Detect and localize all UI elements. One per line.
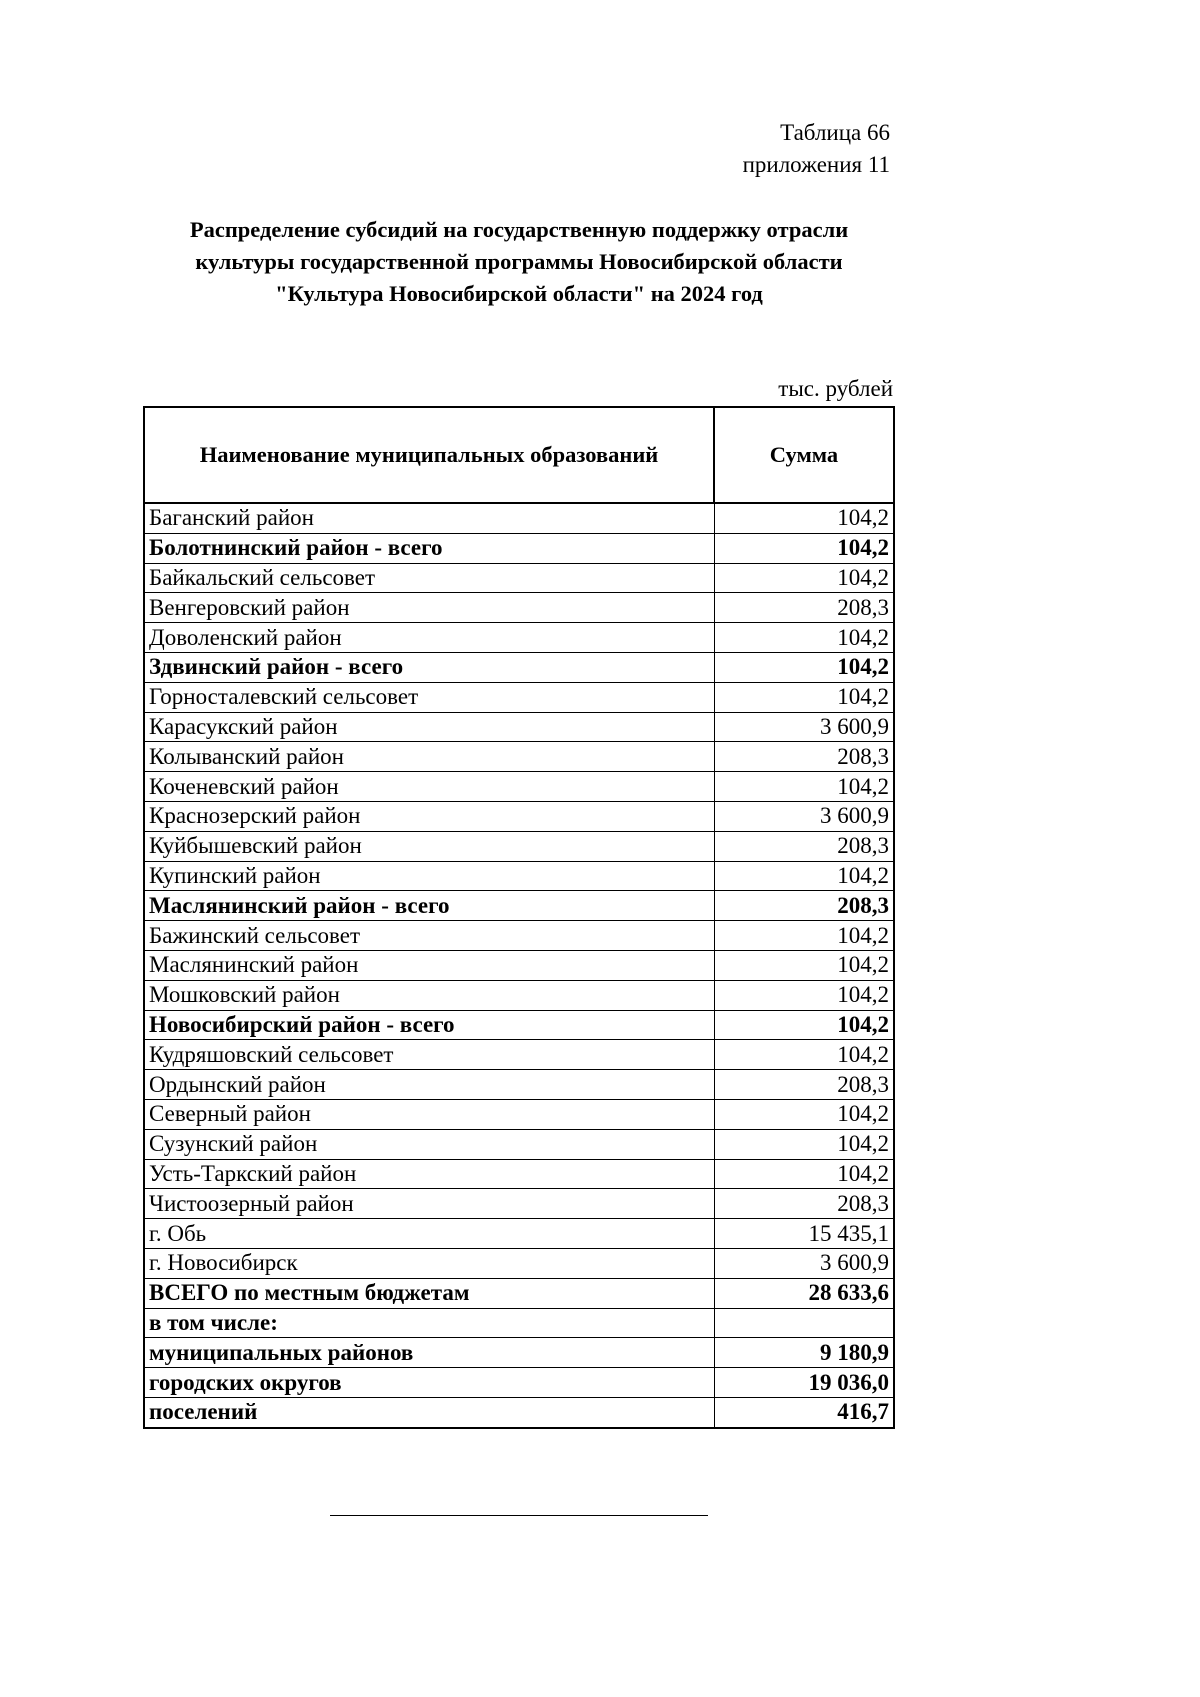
subsidy-amount: 208,3: [714, 891, 894, 921]
municipality-name: городских округов: [144, 1368, 714, 1398]
table-row: [144, 980, 894, 1010]
subsidy-amount: 104,2: [714, 1010, 894, 1040]
table-row: [144, 1278, 894, 1308]
subsidy-amount: 19 036,0: [714, 1368, 894, 1398]
appendix-number: приложения 11: [742, 152, 890, 177]
subsidy-amount: 3 600,9: [714, 712, 894, 742]
table-row: [144, 1219, 894, 1249]
municipality-name: Болотнинский район - всего: [144, 533, 714, 563]
municipality-name: Кудряшовский сельсовет: [144, 1040, 714, 1070]
subsidy-amount: 3 600,9: [714, 801, 894, 831]
table-row: [144, 652, 894, 682]
table-row: [144, 921, 894, 951]
subsidy-amount: 3 600,9: [714, 1248, 894, 1278]
municipality-name: г. Новосибирск: [144, 1248, 714, 1278]
table-row: [144, 1040, 894, 1070]
table-row: [144, 1099, 894, 1129]
municipality-name: Сузунский район: [144, 1129, 714, 1159]
municipality-name: поселений: [144, 1397, 714, 1427]
table-row: [144, 712, 894, 742]
subsidy-amount: 208,3: [714, 831, 894, 861]
subsidy-amount: 104,2: [714, 533, 894, 563]
municipality-name: Коченевский район: [144, 772, 714, 802]
subsidy-amount: 104,2: [714, 1040, 894, 1070]
subsidy-amount: 104,2: [714, 563, 894, 593]
title-line-3: "Культура Новосибирской области" на 2024 год: [275, 281, 763, 306]
municipality-name: Усть-Таркский район: [144, 1159, 714, 1189]
table-row: [144, 742, 894, 772]
municipality-name: Ордынский район: [144, 1070, 714, 1100]
footer-divider: [330, 1515, 708, 1516]
table-row: [144, 563, 894, 593]
table-row: [144, 1308, 894, 1338]
municipality-name: Купинский район: [144, 861, 714, 891]
title-line-2: культуры государственной программы Новосибирской области: [195, 249, 843, 274]
subsidy-amount: 104,2: [714, 1099, 894, 1129]
table-row: [144, 533, 894, 563]
municipality-name: муниципальных районов: [144, 1338, 714, 1368]
municipality-name: Горносталевский сельсовет: [144, 682, 714, 712]
municipality-name: Маслянинский район: [144, 950, 714, 980]
table-reference: [743, 117, 890, 181]
table-row: [144, 682, 894, 712]
municipality-name: Карасукский район: [144, 712, 714, 742]
municipality-name: Новосибирский район - всего: [144, 1010, 714, 1040]
table-row: [144, 1010, 894, 1040]
subsidy-amount: 208,3: [714, 1070, 894, 1100]
subsidy-amount: 104,2: [714, 682, 894, 712]
subsidy-table: [143, 406, 895, 1429]
municipality-name: Колыванский район: [144, 742, 714, 772]
subsidy-amount: 208,3: [714, 593, 894, 623]
document-title: [130, 214, 908, 310]
title-line-1: Распределение субсидий на государственную поддержку отрасли: [189, 217, 849, 242]
subsidy-amount: 416,7: [714, 1397, 894, 1427]
municipality-name: Мошковский район: [144, 980, 714, 1010]
table-row: [144, 950, 894, 980]
municipality-name: Доволенский район: [144, 623, 714, 653]
subsidy-amount: 104,2: [714, 623, 894, 653]
subsidy-amount: 208,3: [714, 742, 894, 772]
municipality-name: Бажинский сельсовет: [144, 921, 714, 951]
subsidy-amount: 104,2: [714, 861, 894, 891]
table-row: [144, 891, 894, 921]
subsidy-amount: 104,2: [714, 1129, 894, 1159]
table-row: [144, 1248, 894, 1278]
municipality-name: Венгеровский район: [144, 593, 714, 623]
municipality-name: в том числе:: [144, 1308, 714, 1338]
table-row: [144, 801, 894, 831]
units-label: тыс. рублей: [778, 376, 893, 401]
subsidy-amount: 104,2: [714, 921, 894, 951]
table-row: [144, 623, 894, 653]
table-row: [144, 772, 894, 802]
municipality-name: Байкальский сельсовет: [144, 563, 714, 593]
subsidy-amount: 28 633,6: [714, 1278, 894, 1308]
municipality-name: г. Обь: [144, 1219, 714, 1249]
subsidy-amount: 104,2: [714, 772, 894, 802]
column-header-amount: Сумма: [714, 407, 894, 503]
municipality-name: Краснозерский район: [144, 801, 714, 831]
municipality-name: Чистоозерный район: [144, 1189, 714, 1219]
table-row: [144, 593, 894, 623]
subsidy-amount: 104,2: [714, 980, 894, 1010]
table-row: [144, 503, 894, 533]
municipality-name: Куйбышевский район: [144, 831, 714, 861]
municipality-name: ВСЕГО по местным бюджетам: [144, 1278, 714, 1308]
subsidy-amount: 9 180,9: [714, 1338, 894, 1368]
table-row: [144, 831, 894, 861]
table-row: [144, 1189, 894, 1219]
table-row: [144, 1338, 894, 1368]
subsidy-amount: 104,2: [714, 652, 894, 682]
subsidy-amount: 104,2: [714, 950, 894, 980]
table-header-row: [144, 407, 894, 503]
table-number: Таблица 66: [780, 120, 890, 145]
table-row: [144, 861, 894, 891]
municipality-name: Северный район: [144, 1099, 714, 1129]
table-row: [144, 1159, 894, 1189]
column-header-name: Наименование муниципальных образований: [144, 407, 714, 503]
subsidy-amount: 104,2: [714, 503, 894, 533]
municipality-name: Баганский район: [144, 503, 714, 533]
table-row: [144, 1397, 894, 1427]
table-row: [144, 1368, 894, 1398]
municipality-name: Здвинский район - всего: [144, 652, 714, 682]
subsidy-amount: [714, 1308, 894, 1338]
subsidy-amount: 104,2: [714, 1159, 894, 1189]
table-row: [144, 1070, 894, 1100]
subsidy-amount: 15 435,1: [714, 1219, 894, 1249]
table-row: [144, 1129, 894, 1159]
subsidy-amount: 208,3: [714, 1189, 894, 1219]
municipality-name: Маслянинский район - всего: [144, 891, 714, 921]
